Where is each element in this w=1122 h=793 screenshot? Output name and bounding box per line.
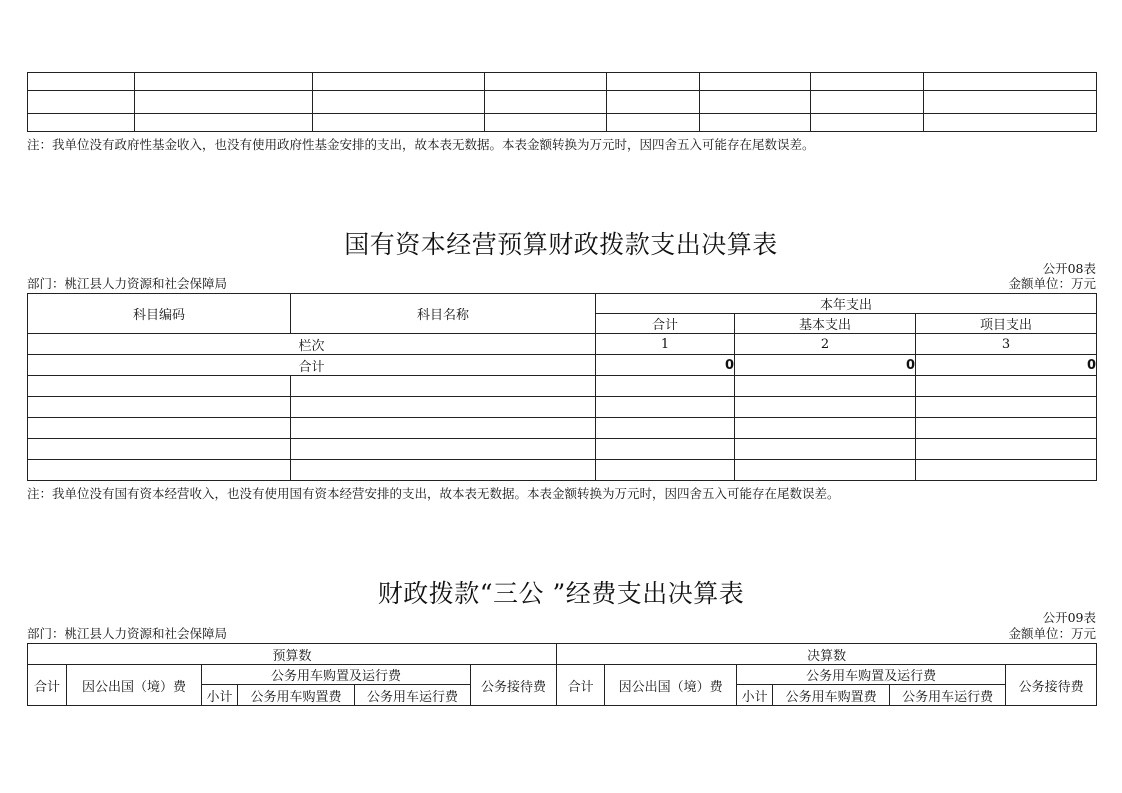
- total-value-3: 0: [916, 355, 1097, 376]
- header-project: 项目支出: [916, 314, 1097, 334]
- final-vehicle: 公务用车购置及运行费: [737, 665, 1006, 685]
- table-cell: [291, 439, 596, 460]
- final-total: 合计: [557, 665, 605, 706]
- table-cell: [291, 376, 596, 397]
- table-cell: [28, 114, 135, 132]
- three-public-table: [27, 643, 1097, 706]
- header-row: [28, 665, 1097, 685]
- table-cell: [291, 418, 596, 439]
- unit-label-09: 金额单位：万元: [1008, 626, 1096, 641]
- table-cell: [811, 73, 924, 91]
- table-cell: [28, 73, 135, 91]
- header-basic: 基本支出: [735, 314, 916, 334]
- final-abroad: 因公出国（境）费: [605, 665, 737, 706]
- final-vehicle-purchase: 公务用车购置费: [773, 685, 890, 706]
- department-label-08: 部门：桃江县人力资源和社会保障局: [27, 276, 228, 291]
- unit-label-08: 金额单位：万元: [1008, 276, 1096, 291]
- total-value-2: 0: [735, 355, 916, 376]
- total-label: 合计: [28, 355, 596, 376]
- table-cell: [916, 397, 1097, 418]
- table-cell: [607, 73, 700, 91]
- table-cell: [485, 73, 607, 91]
- index-row: [28, 334, 1097, 355]
- budget-total: 合计: [28, 665, 67, 706]
- table-cell: [924, 91, 1097, 114]
- header-subject-name: 科目名称: [291, 294, 596, 334]
- budget-subtotal: 小计: [202, 685, 238, 706]
- department-label-09: 部门：桃江县人力资源和社会保障局: [27, 626, 228, 641]
- table-cell: [700, 73, 811, 91]
- table-cell: [485, 114, 607, 132]
- capital-budget-table: [27, 293, 1097, 481]
- table-code-08: 公开08表: [1042, 261, 1096, 276]
- page-title-08: 国有资本经营预算财政拨款支出决算表: [344, 230, 778, 259]
- header-final: 决算数: [557, 644, 1097, 665]
- table-cell: [291, 397, 596, 418]
- index-cell-3: 3: [916, 334, 1097, 355]
- table-cell: [28, 397, 291, 418]
- table-cell: [916, 418, 1097, 439]
- budget-abroad: 因公出国（境）费: [67, 665, 202, 706]
- table-cell: [735, 397, 916, 418]
- table-cell: [28, 376, 291, 397]
- final-vehicle-operation: 公务用车运行费: [890, 685, 1006, 706]
- total-value-1: 0: [596, 355, 735, 376]
- budget-vehicle-operation: 公务用车运行费: [355, 685, 471, 706]
- table-row: [28, 460, 1097, 481]
- table-cell: [596, 418, 735, 439]
- header-budget: 预算数: [28, 644, 557, 665]
- table-row: [28, 418, 1097, 439]
- table-cell: [28, 91, 135, 114]
- table-cell: [135, 91, 313, 114]
- header-row: [28, 644, 1097, 665]
- header-row: [28, 294, 1097, 314]
- table-cell: [811, 91, 924, 114]
- table-cell: [700, 114, 811, 132]
- table-row: [28, 73, 1097, 91]
- table-cell: [28, 439, 291, 460]
- table-cell: [607, 114, 700, 132]
- table-cell: [596, 460, 735, 481]
- table-cell: [924, 114, 1097, 132]
- budget-vehicle-purchase: 公务用车购置费: [238, 685, 355, 706]
- table-cell: [485, 91, 607, 114]
- table-cell: [596, 397, 735, 418]
- table-cell: [735, 376, 916, 397]
- table-cell: [924, 73, 1097, 91]
- table-row: [28, 376, 1097, 397]
- table-cell: [811, 114, 924, 132]
- header-this-year: 本年支出: [596, 294, 1097, 314]
- table-cell: [596, 439, 735, 460]
- total-row: [28, 355, 1097, 376]
- index-label: 栏次: [28, 334, 596, 355]
- table-row: [28, 91, 1097, 114]
- table-cell: [916, 460, 1097, 481]
- budget-vehicle: 公务用车购置及运行费: [202, 665, 471, 685]
- table-cell: [735, 439, 916, 460]
- budget-reception: 公务接待费: [471, 665, 557, 706]
- table-cell: [916, 376, 1097, 397]
- table-row: [28, 397, 1097, 418]
- table-cell: [313, 114, 485, 132]
- final-subtotal: 小计: [737, 685, 773, 706]
- table-cell: [735, 418, 916, 439]
- table-cell: [916, 439, 1097, 460]
- table-row: [28, 439, 1097, 460]
- table-code-09: 公开09表: [1042, 610, 1096, 625]
- fund-table-note: 注：我单位没有政府性基金收入，也没有使用政府性基金安排的支出，故本表无数据。本表金额转换为万元时，因四舍五入可能存在尾数误差。: [27, 137, 815, 152]
- table-cell: [135, 73, 313, 91]
- final-reception: 公务接待费: [1006, 665, 1097, 706]
- page-title-09: 财政拨款“三公 ”经费支出决算表: [377, 579, 745, 608]
- index-cell-1: 1: [596, 334, 735, 355]
- table-cell: [28, 418, 291, 439]
- table-cell: [313, 91, 485, 114]
- table-cell: [135, 114, 313, 132]
- table-cell: [596, 376, 735, 397]
- table-cell: [700, 91, 811, 114]
- header-total: 合计: [596, 314, 735, 334]
- table-cell: [313, 73, 485, 91]
- fund-table-tail: [27, 72, 1097, 132]
- table-cell: [607, 91, 700, 114]
- table-cell: [735, 460, 916, 481]
- header-subject-code: 科目编码: [28, 294, 291, 334]
- index-cell-2: 2: [735, 334, 916, 355]
- table-row: [28, 114, 1097, 132]
- capital-budget-note: 注：我单位没有国有资本经营收入，也没有使用国有资本经营安排的支出，故本表无数据。本表金额转换为万元时，因四舍五入可能存在尾数误差。: [27, 486, 840, 501]
- table-cell: [28, 460, 291, 481]
- table-cell: [291, 460, 596, 481]
